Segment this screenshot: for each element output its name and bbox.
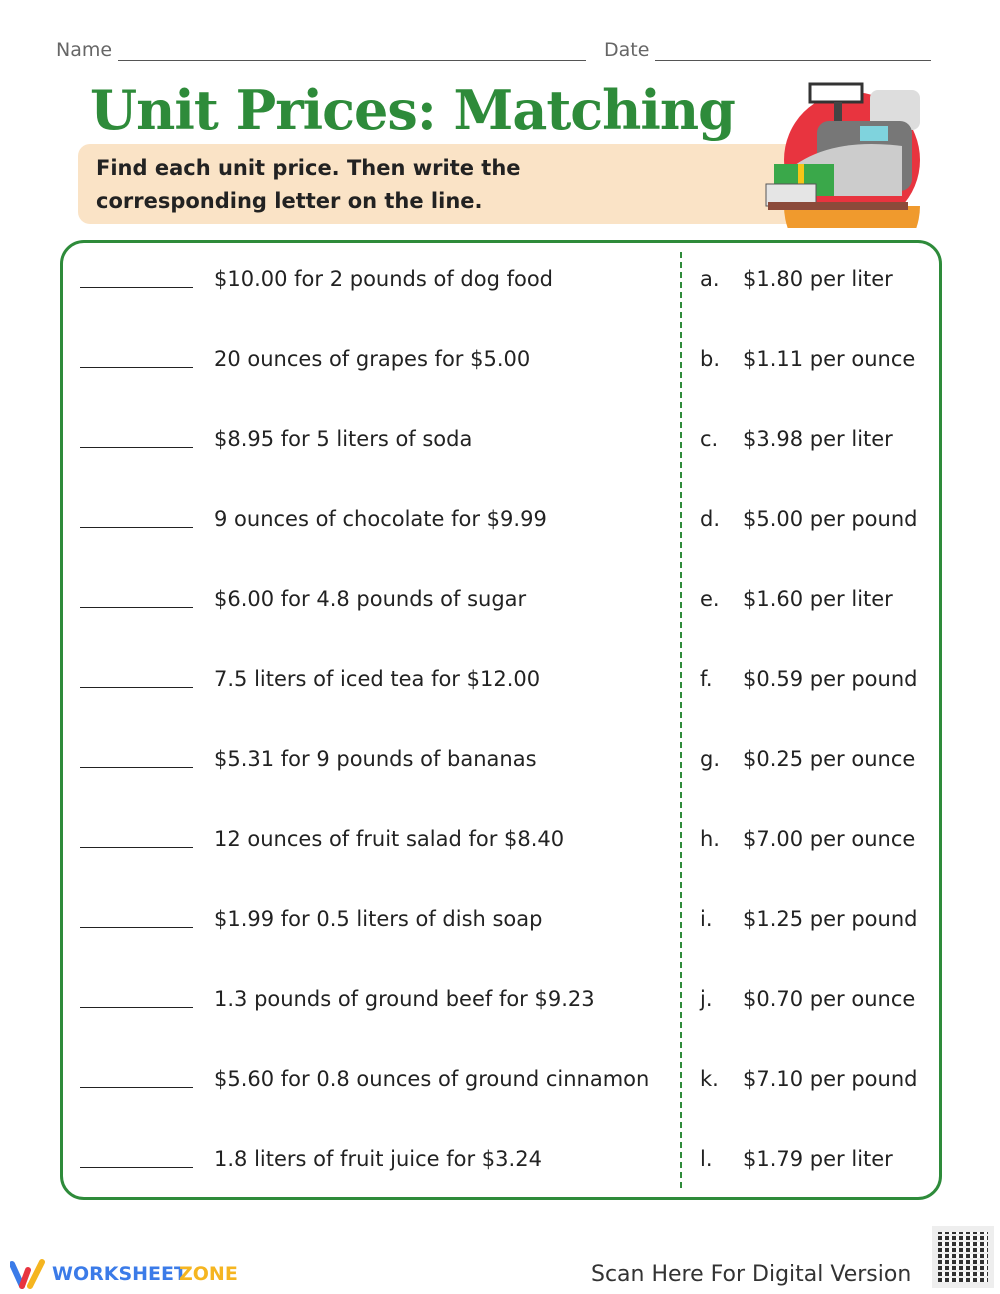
answer-text: $0.70 per ounce xyxy=(743,987,916,1011)
answer-blank[interactable] xyxy=(80,687,193,688)
divider xyxy=(680,252,682,1188)
scan-text: Scan Here For Digital Version xyxy=(591,1262,912,1287)
answer-text: $1.25 per pound xyxy=(743,907,918,931)
matching-row xyxy=(0,1067,1000,1097)
date-field[interactable] xyxy=(655,60,931,61)
question-text: $10.00 for 2 pounds of dog food xyxy=(214,267,554,291)
worksheetzone-logo-icon xyxy=(10,1258,50,1290)
name-field[interactable] xyxy=(118,60,586,61)
answer-text: $1.80 per liter xyxy=(743,267,893,291)
matching-row xyxy=(0,747,1000,777)
answer-letter: h. xyxy=(700,827,720,851)
answer-text: $5.00 per pound xyxy=(743,507,918,531)
question-text: $5.31 for 9 pounds of bananas xyxy=(214,747,537,771)
answer-blank[interactable] xyxy=(80,1167,193,1168)
matching-row xyxy=(0,347,1000,377)
answer-blank[interactable] xyxy=(80,927,193,928)
page-title: Unit Prices: Matching xyxy=(90,78,735,142)
answer-text: $0.59 per pound xyxy=(743,667,918,691)
matching-row xyxy=(0,507,1000,537)
answer-blank[interactable] xyxy=(80,447,193,448)
answer-text: $0.25 per ounce xyxy=(743,747,916,771)
answer-letter: i. xyxy=(700,907,713,931)
question-text: $6.00 for 4.8 pounds of sugar xyxy=(214,587,527,611)
answer-blank[interactable] xyxy=(80,1087,193,1088)
answer-letter: l. xyxy=(700,1147,713,1171)
answer-text: $1.60 per liter xyxy=(743,587,893,611)
instructions: Find each unit price. Then write the corresponding letter on the line. xyxy=(78,144,838,224)
answer-text: $1.11 per ounce xyxy=(743,347,916,371)
answer-blank[interactable] xyxy=(80,767,193,768)
answer-blank[interactable] xyxy=(80,287,193,288)
matching-row xyxy=(0,667,1000,697)
question-text: $1.99 for 0.5 liters of dish soap xyxy=(214,907,543,931)
answer-text: $7.10 per pound xyxy=(743,1067,918,1091)
answer-letter: e. xyxy=(700,587,720,611)
qr-code-icon[interactable] xyxy=(932,1226,994,1288)
answer-letter: f. xyxy=(700,667,713,691)
matching-panel xyxy=(60,240,942,1200)
brand-worksheet: WORKSHEET xyxy=(52,1263,187,1285)
matching-row xyxy=(0,427,1000,457)
date-label: Date xyxy=(604,39,650,61)
answer-text: $3.98 per liter xyxy=(743,427,893,451)
cash-register-icon xyxy=(762,76,927,228)
matching-row xyxy=(0,987,1000,1017)
question-text: 20 ounces of grapes for $5.00 xyxy=(214,347,531,371)
answer-blank[interactable] xyxy=(80,1007,193,1008)
matching-row xyxy=(0,1147,1000,1177)
matching-row xyxy=(0,907,1000,937)
question-text: 1.8 liters of fruit juice for $3.24 xyxy=(214,1147,542,1171)
answer-letter: g. xyxy=(700,747,721,771)
answer-blank[interactable] xyxy=(80,607,193,608)
matching-row xyxy=(0,267,1000,297)
answer-letter: k. xyxy=(700,1067,719,1091)
answer-letter: d. xyxy=(700,507,721,531)
answer-letter: j. xyxy=(700,987,713,1011)
question-text: $5.60 for 0.8 ounces of ground cinnamon xyxy=(214,1067,650,1091)
question-text: 1.3 pounds of ground beef for $9.23 xyxy=(214,987,595,1011)
answer-blank[interactable] xyxy=(80,367,193,368)
answer-letter: c. xyxy=(700,427,719,451)
question-text: $8.95 for 5 liters of soda xyxy=(214,427,473,451)
matching-row xyxy=(0,587,1000,617)
question-text: 9 ounces of chocolate for $9.99 xyxy=(214,507,547,531)
matching-row xyxy=(0,827,1000,857)
answer-letter: a. xyxy=(700,267,720,291)
question-text: 7.5 liters of iced tea for $12.00 xyxy=(214,667,541,691)
answer-text: $1.79 per liter xyxy=(743,1147,893,1171)
answer-blank[interactable] xyxy=(80,847,193,848)
question-text: 12 ounces of fruit salad for $8.40 xyxy=(214,827,565,851)
answer-letter: b. xyxy=(700,347,721,371)
answer-blank[interactable] xyxy=(80,527,193,528)
brand-zone: ZONE xyxy=(179,1263,238,1285)
name-label: Name xyxy=(56,39,113,61)
answer-text: $7.00 per ounce xyxy=(743,827,916,851)
